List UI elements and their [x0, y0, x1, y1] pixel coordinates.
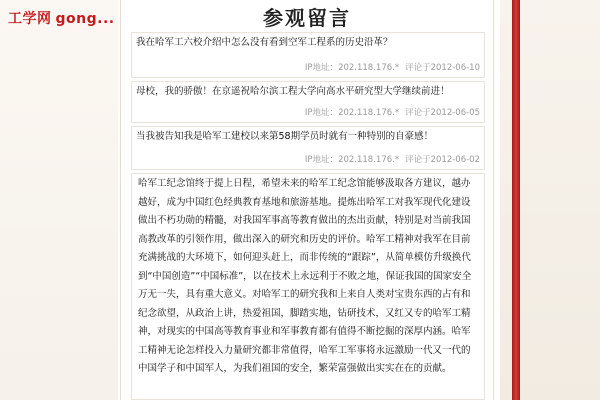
ip-address: 202.118.176.*: [338, 108, 400, 118]
comment-item: [131, 81, 485, 123]
comment-item: [131, 32, 485, 78]
ip-label: IP地址：: [304, 63, 339, 73]
red-decorative-bar: [512, 0, 520, 400]
comment-date: 评论于2012-06-02: [405, 155, 480, 165]
comment-meta: [299, 106, 480, 118]
left-background: [0, 0, 118, 400]
watermark-cn: 工学网: [8, 11, 52, 27]
comment-date: 评论于2012-06-05: [405, 108, 480, 118]
watermark-latin: gong...: [55, 11, 115, 27]
ip-address: 202.118.176.*: [338, 63, 400, 73]
page-title: 参观留言: [263, 6, 351, 30]
ip-label: IP地址：: [304, 108, 339, 118]
content-panel: [120, 0, 494, 400]
comment-item: [131, 126, 485, 170]
comment-text: 我在哈军工六校介绍中怎么没有看到空军工程系的历史沿革？: [136, 37, 393, 48]
site-watermark: [8, 8, 115, 28]
long-comment: [131, 173, 485, 400]
comment-text: 当我被告知我是哈军工建校以来第58期学员时就有一种特别的自豪感！: [136, 131, 434, 142]
ip-label: IP地址：: [304, 155, 339, 165]
comment-date: 评论于2012-06-10: [405, 63, 480, 73]
comment-meta: [299, 153, 480, 165]
comment-meta: [299, 61, 480, 73]
long-comment-text: 哈军工纪念馆终于提上日程，希望未来的哈军工纪念馆能够汲取各方建议，越办越好，成为中国红色经典教育基地和旅游基地。提炼出哈军工对我军现代化建设做出不朽功勋的精髓，对我国军事高等教育做出的杰出贡献，特别是对当前我国高教改革的引领作用，做出深入的研究和历史的评价。哈军工精神对我军在目前充满挑战的大环境下，如何迎头赶上，而非传统的“跟踪”，从简单模仿升级换代到“中国创造”“中国标准”，以在技术上永远利于不败之地，保证我国的国家安全万无一失，具有重大意义。对哈军工的研究我和上来自人类对宝贵东西的占有和纪念欲望，从政治上讲，热爱祖国，脚踏实地，钻研技术，又红又专的哈军工精神，对现实的中国高等教育事业和军事教育都有值得不断挖掘的深厚内涵。哈军工精神无论怎样投入力量研究都非常值得，哈军工军事将永远激励一代又一代的中国学子和中国军人，为我们祖国的安全，繁荣富强做出实实在在的贡献。: [138, 178, 472, 374]
ip-address: 202.118.176.*: [338, 155, 400, 165]
comment-text: 母校，我的骄傲！在京遥祝哈尔滨工程大学向高水平研究型大学继续前进！: [136, 86, 450, 97]
